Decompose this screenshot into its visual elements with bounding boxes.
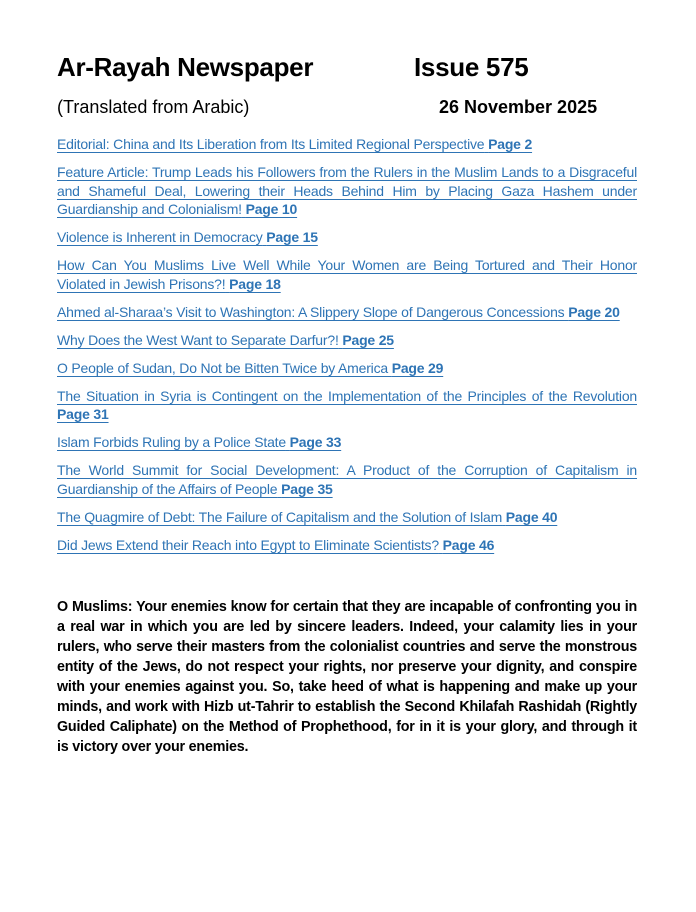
toc-entry-title: The Quagmire of Debt: The Failure of Capitalism and the Solution of Islam	[57, 508, 503, 525]
toc-item	[57, 303, 637, 322]
toc-entry-title: O People of Sudan, Do Not be Bitten Twice by America	[57, 359, 388, 376]
toc-item	[57, 228, 637, 247]
toc-entry-title: The World Summit for Social Development: A Product of the Corruption of Capitalism in Guardianship of the Affairs of People	[57, 462, 637, 497]
toc-link[interactable]	[57, 434, 341, 450]
toc-entry-title: How Can You Muslims Live Well While Your Women are Being Tortured and Their Honor Violated in Jewish Prisons?!	[57, 257, 637, 292]
toc-item	[57, 536, 637, 555]
toc-entry-page: Page 25	[342, 331, 394, 348]
toc-entry-page: Page 20	[568, 303, 620, 320]
toc-entry-page: Page 40	[505, 508, 558, 525]
toc-item	[57, 163, 637, 219]
toc-entry-title: Why Does the West Want to Separate Darfur?!	[57, 331, 339, 348]
newspaper-title: Ar-Rayah Newspaper	[57, 52, 314, 82]
toc-entry-page: Page 31	[57, 406, 109, 422]
toc-entry-title: The Situation in Syria is Contingent on the Implementation of the Principles of the Revolution	[57, 387, 637, 404]
toc-link[interactable]	[57, 257, 637, 292]
header-title-row	[57, 52, 637, 83]
toc-link[interactable]	[57, 462, 637, 497]
toc-item	[57, 387, 637, 424]
header-subtitle-row	[57, 97, 637, 118]
toc-entry-page: Page 15	[266, 229, 318, 245]
toc-entry-title: Islam Forbids Ruling by a Police State	[57, 434, 286, 450]
toc-link[interactable]	[57, 332, 394, 348]
toc-entry-title: Editorial: China and Its Liberation from Its Limited Regional Perspective	[57, 136, 485, 152]
toc-item	[57, 331, 637, 350]
toc-item	[57, 508, 637, 527]
toc-link[interactable]	[57, 537, 494, 553]
toc-entry-page: Page 2	[488, 136, 533, 152]
toc-entry-page: Page 29	[391, 359, 444, 376]
toc-link[interactable]	[57, 136, 532, 152]
toc-entry-page: Page 10	[245, 201, 298, 217]
toc-entry-page: Page 35	[281, 480, 333, 497]
toc-link[interactable]	[57, 388, 637, 423]
toc-entry-title: Violence is Inherent in Democracy	[57, 229, 263, 245]
toc-entry-page: Page 33	[289, 434, 342, 450]
toc-item	[57, 461, 637, 498]
translation-note: (Translated from Arabic)	[57, 97, 250, 117]
toc-item	[57, 135, 637, 154]
toc-link[interactable]	[57, 164, 637, 217]
toc-link[interactable]	[57, 509, 557, 525]
toc-item	[57, 359, 637, 378]
issue-date: 26 November 2025	[439, 97, 598, 117]
toc-link[interactable]	[57, 360, 443, 376]
toc-item	[57, 256, 637, 293]
toc-link[interactable]	[57, 304, 620, 320]
toc-entry-title: Did Jews Extend their Reach into Egypt to Eliminate Scientists?	[57, 536, 439, 553]
table-of-contents	[57, 135, 637, 554]
toc-entry-page: Page 18	[229, 275, 281, 292]
issue-number: Issue 575	[414, 52, 529, 82]
toc-entry-title: Feature Article: Trump Leads his Followers from the Rulers in the Muslim Lands to a Disgraceful and Shameful Deal, Lowering their Heads Behind Him by Placing Gaza Hashem under Guardianship and Colonialism!	[57, 164, 637, 217]
toc-link[interactable]	[57, 229, 318, 245]
toc-entry-page: Page 46	[442, 536, 495, 553]
document-header	[57, 52, 637, 118]
toc-entry-title: Ahmed al-Sharaa’s Visit to Washington: A Slippery Slope of Dangerous Concessions	[57, 303, 565, 320]
closing-paragraph: O Muslims: Your enemies know for certain that they are incapable of confronting you in a real war in which you are led by sincere leaders. Indeed, your calamity lies in your rulers, who serve their masters from the colonialist countries and serve the monstrous entity of the Jews, do not respect your rights, nor preserve your dignity, and conspire with your enemies against you. So, take heed of what is happening and make up your minds, and work with Hizb ut-Tahrir to establish the Second Khilafah Rashidah (Rightly Guided Caliphate) on the Method of Prophethood, for in it is your glory, and through it is victory over your enemies.	[57, 599, 637, 755]
toc-item	[57, 433, 637, 452]
